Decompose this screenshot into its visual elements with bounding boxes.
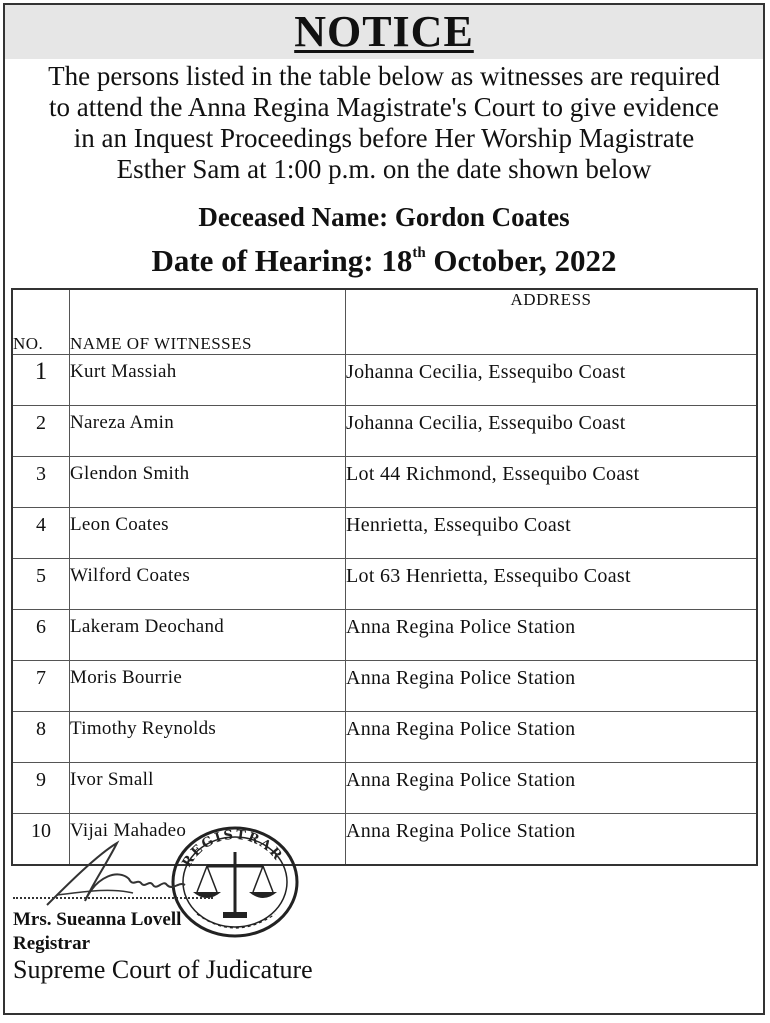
handwritten-signature-icon	[37, 835, 197, 915]
row-name: Wilford Coates	[70, 559, 346, 610]
intro-line: The persons listed in the table below as witnesses are required	[48, 61, 720, 91]
row-no: 4	[12, 508, 70, 559]
hearing-date-ordinal: th	[412, 245, 426, 261]
header-name: NAME OF WITNESSES	[70, 289, 346, 355]
row-address: Anna Regina Police Station	[346, 610, 758, 661]
intro-paragraph	[11, 61, 757, 185]
hearing-date	[5, 235, 763, 279]
header-no: NO.	[12, 289, 70, 355]
row-address: Johanna Cecilia, Essequibo Coast	[346, 355, 758, 406]
table-row	[12, 406, 757, 457]
row-no: 8	[12, 712, 70, 763]
row-address: Anna Regina Police Station	[346, 712, 758, 763]
row-name: Kurt Massiah	[70, 355, 346, 406]
court-name: Supreme Court of Judicature	[13, 955, 313, 984]
row-address: Lot 63 Henrietta, Essequibo Coast	[346, 559, 758, 610]
row-address: Anna Regina Police Station	[346, 814, 758, 866]
row-name: Vijai Mahadeo	[70, 814, 346, 866]
table-row	[12, 610, 757, 661]
table-row	[12, 712, 757, 763]
seal-text: REGISTRAR	[179, 827, 286, 870]
row-name: Moris Bourrie	[70, 661, 346, 712]
row-name: Lakeram Deochand	[70, 610, 346, 661]
deceased-name: Deceased Name: Gordon Coates	[198, 202, 570, 232]
table-row	[12, 355, 757, 406]
row-no: 2	[12, 406, 70, 457]
row-no: 3	[12, 457, 70, 508]
row-no: 9	[12, 763, 70, 814]
table-row	[12, 661, 757, 712]
intro-line: Esther Sam at 1:00 p.m. on the date shown below	[116, 154, 652, 184]
table-row	[12, 508, 757, 559]
row-name: Timothy Reynolds	[70, 712, 346, 763]
row-address: Henrietta, Essequibo Coast	[346, 508, 758, 559]
table-row	[12, 763, 757, 814]
row-address: Anna Regina Police Station	[346, 763, 758, 814]
row-no: 7	[12, 661, 70, 712]
row-address: Anna Regina Police Station	[346, 661, 758, 712]
row-address: Johanna Cecilia, Essequibo Coast	[346, 406, 758, 457]
row-address: Lot 44 Richmond, Essequibo Coast	[346, 457, 758, 508]
signature-block	[11, 815, 371, 995]
intro-line: to attend the Anna Regina Magistrate's Court to give evidence	[49, 92, 719, 122]
title-band	[5, 5, 763, 59]
table-row	[12, 457, 757, 508]
header-address: ADDRESS	[346, 289, 758, 355]
notice-page	[3, 3, 765, 1015]
registrar-title: Registrar	[13, 933, 91, 954]
registrar-name: Mrs. Sueanna Lovell	[13, 909, 182, 930]
row-name: Leon Coates	[70, 508, 346, 559]
witness-table	[11, 288, 758, 866]
intro-line: in an Inquest Proceedings before Her Worship Magistrate	[73, 123, 695, 153]
notice-title: NOTICE	[294, 7, 474, 56]
hearing-date-rest: October, 2022	[425, 243, 617, 278]
table-header-row	[12, 289, 757, 355]
table-row	[12, 559, 757, 610]
row-no: 5	[12, 559, 70, 610]
signature-line	[13, 897, 213, 899]
row-no: 6	[12, 610, 70, 661]
row-no: 10	[12, 814, 70, 866]
hearing-date-prefix: Date of Hearing: 18	[151, 243, 413, 278]
row-no: 1	[12, 355, 70, 406]
row-name: Glendon Smith	[70, 457, 346, 508]
row-name: Nareza Amin	[70, 406, 346, 457]
row-name: Ivor Small	[70, 763, 346, 814]
